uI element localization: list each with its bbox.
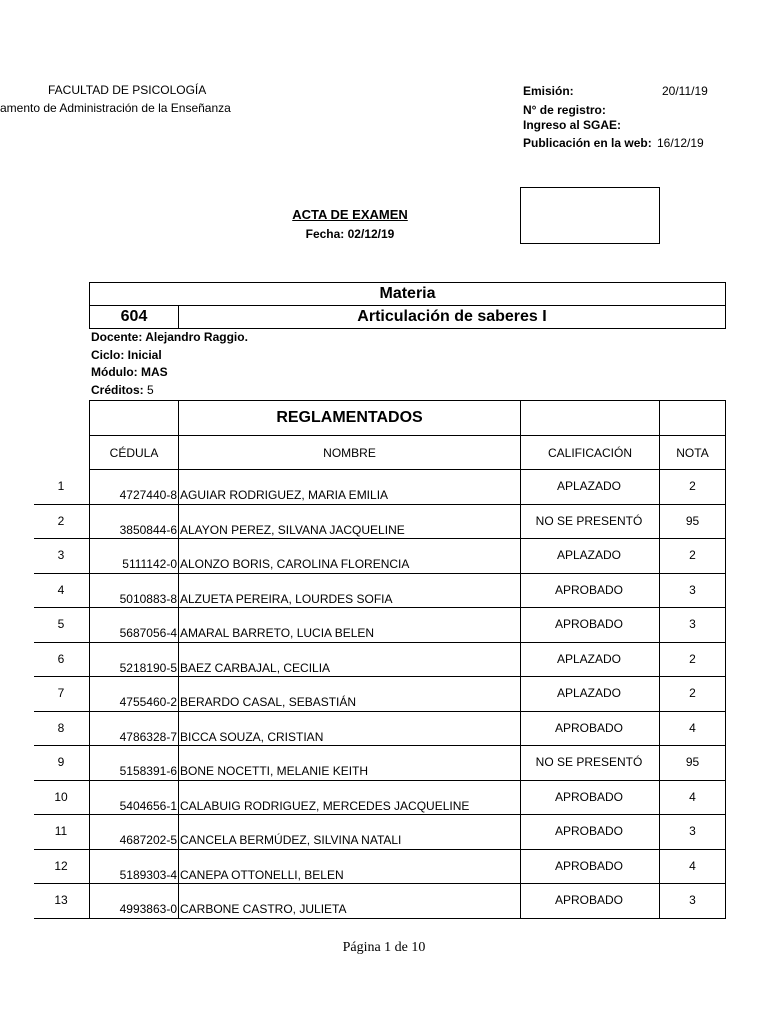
cell-divider [520, 781, 521, 815]
cell-divider [659, 815, 660, 849]
row-number: 9 [57, 755, 65, 769]
cell-divider [725, 643, 726, 677]
row-nombre: BONE NOCETTI, MELANIE KEITH [180, 764, 369, 778]
cell-divider [89, 781, 90, 815]
row-cedula: 3850844-6 [119, 522, 177, 537]
cell-divider [520, 884, 521, 918]
row-nota: 3 [689, 582, 696, 597]
row-calificacion: APROBADO [554, 617, 623, 631]
cell-divider [520, 677, 521, 711]
row-cedula: 5687056-4 [119, 626, 177, 640]
acta-title: ACTA DE EXAMEN [292, 207, 408, 222]
column-nombre: NOMBRE [179, 436, 521, 470]
cell-divider [725, 884, 726, 918]
row-calificacion: APLAZADO [556, 686, 622, 700]
row-nombre: AGUIAR RODRIGUEZ, MARIA EMILIA [180, 488, 389, 502]
row-number: 4 [57, 582, 65, 597]
row-nota: 95 [685, 513, 700, 528]
column-cedula: CÉDULA [90, 436, 179, 470]
empty-stamp-box [520, 187, 660, 244]
row-cedula: 4993863-0 [119, 902, 177, 916]
cell-divider [89, 677, 90, 711]
row-cedula: 5111142-0 [122, 557, 177, 571]
row-cedula: 5189303-4 [119, 867, 177, 882]
emision-label: Emisión: [523, 84, 574, 98]
publicacion-value: 16/12/19 [657, 136, 704, 150]
cell-divider [89, 850, 90, 884]
row-cedula: 5010883-8 [119, 591, 177, 606]
cell-divider [659, 850, 660, 884]
cell-divider [178, 884, 179, 918]
table-row [34, 781, 726, 816]
cell-divider [725, 539, 726, 573]
row-nota: 2 [689, 686, 696, 700]
cell-divider [520, 608, 521, 642]
row-nota: 2 [689, 548, 696, 562]
cell-divider [659, 746, 660, 780]
row-nota: 4 [689, 858, 696, 873]
row-nombre: BICCA SOUZA, CRISTIAN [180, 729, 324, 744]
cell-divider [725, 850, 726, 884]
row-number: 5 [57, 617, 65, 631]
empty-header-cell [90, 401, 179, 436]
row-number: 8 [57, 720, 65, 735]
row-number: 11 [54, 824, 68, 838]
table-row [34, 677, 726, 712]
cell-divider [89, 505, 90, 539]
row-nombre: ALZUETA PEREIRA, LOURDES SOFIA [180, 591, 393, 606]
cell-divider [659, 677, 660, 711]
cell-divider [178, 677, 179, 711]
row-nombre: AMARAL BARRETO, LUCIA BELEN [180, 626, 375, 640]
cell-divider [89, 712, 90, 746]
cell-divider [659, 712, 660, 746]
empty-header-cell [660, 401, 726, 436]
cell-divider [89, 608, 90, 642]
table-row [34, 574, 726, 609]
row-number: 2 [57, 513, 65, 528]
cell-divider [178, 850, 179, 884]
row-calificacion: APROBADO [554, 582, 623, 597]
cell-divider [725, 781, 726, 815]
ingreso-label: Ingreso al SGAE: [523, 118, 622, 132]
cell-divider [178, 815, 179, 849]
cell-divider [520, 746, 521, 780]
table-row [34, 850, 726, 885]
reglamentados-title: REGLAMENTADOS [179, 401, 521, 436]
reglamentados-header [89, 400, 726, 470]
cell-divider [725, 815, 726, 849]
ciclo-info: Ciclo: Inicial [91, 348, 162, 362]
emision-value: 20/11/19 [662, 84, 708, 98]
materia-name: Articulación de saberes I [179, 306, 726, 329]
publicacion-label: Publicación en la web: [523, 136, 652, 150]
row-number: 1 [57, 479, 65, 493]
row-calificacion: NO SE PRESENTÓ [535, 513, 643, 528]
row-nota: 2 [689, 479, 696, 493]
cell-divider [659, 470, 660, 504]
table-row [34, 539, 726, 574]
row-calificacion: APROBADO [554, 893, 623, 907]
row-calificacion: APLAZADO [556, 548, 622, 562]
row-calificacion: NO SE PRESENTÓ [535, 755, 643, 769]
cell-divider [178, 781, 179, 815]
row-cedula: 4786328-7 [119, 729, 177, 744]
table-row [34, 712, 726, 747]
cell-divider [89, 539, 90, 573]
row-calificacion: APROBADO [554, 720, 623, 735]
table-row [34, 815, 726, 850]
row-nota: 3 [689, 893, 696, 907]
student-list [34, 470, 726, 919]
table-row [34, 884, 726, 919]
cell-divider [725, 746, 726, 780]
row-nombre: BERARDO CASAL, SEBASTIÁN [180, 695, 357, 709]
cell-divider [178, 712, 179, 746]
row-nombre: CANEPA OTTONELLI, BELEN [180, 867, 344, 882]
cell-divider [725, 712, 726, 746]
cell-divider [659, 884, 660, 918]
acta-date: Fecha: 02/12/19 [305, 227, 395, 241]
row-number: 10 [54, 789, 68, 804]
table-row [34, 505, 726, 540]
row-nota: 3 [689, 617, 696, 631]
materia-table [89, 282, 726, 329]
table-row [34, 470, 726, 505]
cell-divider [725, 505, 726, 539]
row-nota: 4 [689, 789, 696, 804]
cell-divider [89, 643, 90, 677]
cell-divider [178, 608, 179, 642]
creditos-info [91, 383, 154, 397]
creditos-label: Créditos: [91, 383, 144, 397]
cell-divider [89, 815, 90, 849]
cell-divider [659, 781, 660, 815]
row-cedula: 5158391-6 [119, 764, 177, 778]
row-number: 3 [57, 548, 65, 562]
creditos-value: 5 [147, 383, 154, 397]
materia-code: 604 [90, 306, 179, 329]
cell-divider [659, 505, 660, 539]
registro-label: N° de registro: [523, 103, 606, 117]
cell-divider [520, 712, 521, 746]
column-nota: NOTA [660, 436, 726, 470]
row-calificacion: APROBADO [554, 824, 623, 838]
column-calificacion: CALIFICACIÓN [521, 436, 660, 470]
cell-divider [178, 643, 179, 677]
cell-divider [520, 643, 521, 677]
cell-divider [178, 574, 179, 608]
cell-divider [178, 539, 179, 573]
docente-info: Docente: Alejandro Raggio. [91, 330, 248, 344]
row-nombre: CANCELA BERMÚDEZ, SILVINA NATALI [180, 833, 402, 847]
row-cedula: 4727440-8 [119, 488, 177, 502]
row-cedula: 4687202-5 [119, 833, 177, 847]
cell-divider [520, 850, 521, 884]
row-cedula: 4755460-2 [119, 695, 177, 709]
row-nombre: ALONZO BORIS, CAROLINA FLORENCIA [180, 557, 410, 571]
cell-divider [178, 746, 179, 780]
page-number: Página 1 de 10 [342, 940, 426, 955]
table-row [34, 608, 726, 643]
row-calificacion: APROBADO [554, 789, 623, 804]
row-nombre: CALABUIG RODRIGUEZ, MERCEDES JACQUELINE [180, 798, 470, 813]
cell-divider [659, 574, 660, 608]
cell-divider [725, 574, 726, 608]
cell-divider [178, 505, 179, 539]
row-number: 7 [57, 686, 65, 700]
cell-divider [725, 677, 726, 711]
row-calificacion: APLAZADO [556, 651, 622, 666]
cell-divider [659, 608, 660, 642]
row-nota: 2 [689, 651, 696, 666]
modulo-info: Módulo: MAS [91, 365, 168, 379]
faculty-name: FACULTAD DE PSICOLOGÍA [48, 83, 207, 97]
cell-divider [520, 539, 521, 573]
table-row [34, 746, 726, 781]
cell-divider [89, 574, 90, 608]
row-cedula: 5404656-1 [119, 798, 177, 813]
row-nota: 4 [689, 720, 696, 735]
row-nota: 3 [689, 824, 696, 838]
department-name: amento de Administración de la Enseñanza [0, 101, 231, 115]
row-nombre: BAEZ CARBAJAL, CECILIA [180, 660, 331, 675]
cell-divider [659, 643, 660, 677]
cell-divider [659, 539, 660, 573]
row-nombre: CARBONE CASTRO, JULIETA [180, 902, 347, 916]
row-calificacion: APROBADO [554, 858, 623, 873]
empty-header-cell [521, 401, 660, 436]
cell-divider [520, 574, 521, 608]
cell-divider [178, 470, 179, 504]
materia-header: Materia [90, 283, 726, 306]
cell-divider [520, 505, 521, 539]
cell-divider [725, 608, 726, 642]
row-nombre: ALAYON PEREZ, SILVANA JACQUELINE [180, 522, 405, 537]
row-calificacion: APLAZADO [556, 479, 622, 493]
row-number: 12 [54, 858, 68, 873]
cell-divider [520, 470, 521, 504]
row-cedula: 5218190-5 [119, 660, 177, 675]
cell-divider [520, 815, 521, 849]
cell-divider [89, 470, 90, 504]
row-number: 13 [54, 893, 68, 907]
row-number: 6 [57, 651, 65, 666]
cell-divider [89, 884, 90, 918]
cell-divider [725, 470, 726, 504]
cell-divider [89, 746, 90, 780]
table-row [34, 643, 726, 678]
row-nota: 95 [685, 755, 700, 769]
